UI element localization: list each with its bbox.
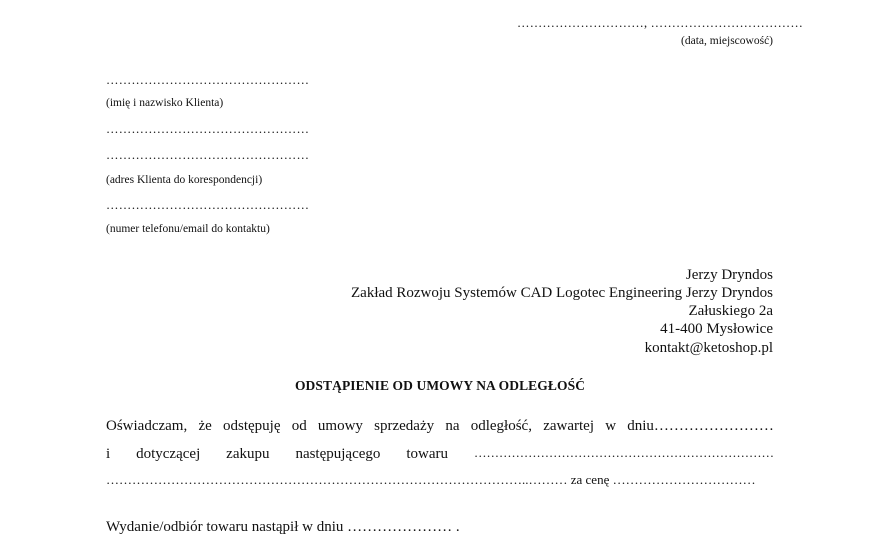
body-word: umowy bbox=[317, 418, 363, 434]
body-word: odstępuję bbox=[222, 418, 281, 434]
recipient-email: kontakt@ketoshop.pl bbox=[644, 340, 773, 356]
recipient-name: Jerzy Dryndos bbox=[685, 267, 773, 283]
date-place-label: (data, miejscowość) bbox=[681, 35, 773, 47]
body-line-1 bbox=[106, 418, 774, 435]
body-word: w bbox=[605, 418, 617, 434]
client-address-dots-2: ………………………………………… bbox=[106, 148, 310, 162]
body-word: dniu…………………… bbox=[627, 418, 774, 434]
client-address-dots-1: ………………………………………… bbox=[106, 122, 310, 136]
body-word: ……………………………………………………………… bbox=[473, 446, 774, 460]
body-word: następującego bbox=[295, 446, 381, 462]
body-word: na bbox=[445, 418, 460, 434]
body-line-4-delivery: Wydanie/odbiór towaru nastąpił w dniu ………………… . bbox=[106, 519, 460, 535]
body-line-2 bbox=[106, 446, 774, 463]
client-address-label: (adres Klienta do korespondencji) bbox=[106, 174, 263, 186]
body-word: dotyczącej bbox=[136, 446, 201, 462]
body-word: od bbox=[291, 418, 307, 434]
recipient-company: Zakład Rozwoju Systemów CAD Logotec Engineering Jerzy Dryndos bbox=[351, 285, 773, 301]
date-place-dots: …………………………, ……………………………… bbox=[517, 16, 804, 30]
body-word: i bbox=[106, 446, 111, 462]
document-title: ODSTĄPIENIE OD UMOWY NA ODLEGŁOŚĆ bbox=[294, 378, 586, 393]
recipient-city: 41-400 Mysłowice bbox=[660, 321, 773, 337]
recipient-street: Załuskiego 2a bbox=[688, 303, 773, 319]
body-line-3-price: ……………………………………………………………………………………..……… za cenę …………………………… bbox=[106, 472, 756, 487]
body-word: zawartej bbox=[543, 418, 594, 434]
body-word: Oświadczam, bbox=[106, 418, 188, 434]
body-word: że bbox=[198, 418, 212, 434]
client-contact-label: (numer telefonu/email do kontaktu) bbox=[106, 223, 270, 235]
client-name-label: (imię i nazwisko Klienta) bbox=[106, 97, 224, 109]
body-word: towaru bbox=[406, 446, 448, 462]
body-word: sprzedaży bbox=[374, 418, 435, 434]
client-contact-dots: ………………………………………… bbox=[106, 198, 310, 212]
client-name-dots: ………………………………………… bbox=[106, 73, 310, 87]
body-word: zakupu bbox=[226, 446, 270, 462]
body-word: odległość, bbox=[470, 418, 532, 434]
